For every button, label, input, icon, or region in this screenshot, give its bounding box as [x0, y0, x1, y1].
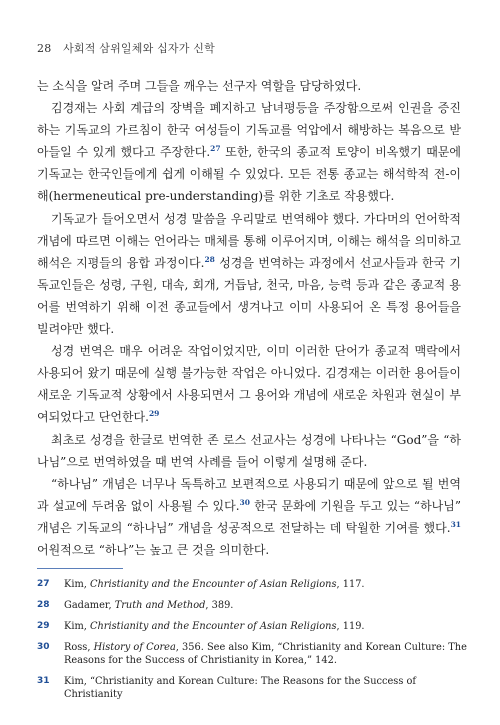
- cited-title: Christianity and the Encounter of Asian Religions: [89, 621, 337, 632]
- cited-title: History of Corea: [93, 642, 176, 653]
- footnote-text: [64, 578, 467, 591]
- footnote: [37, 620, 467, 633]
- footnote: [37, 578, 467, 591]
- paragraph-text: 성경 번역은 매우 어려운 작업이었지만, 이미 이러한 단어가 종교적 맥락에서 사용되어 왔기 때문에 실행 불가능한 작업은 아니었다. 김경재는 이러한 용어들이 새로운 기독교적 상황에서 사용되면서 그 용어와 개념에 새로운 차원과 현실이 부여되었다고 단언한다.: [37, 344, 461, 425]
- footnote-text: [64, 675, 467, 701]
- paragraph-text: 한국 문화에 기원을 두고 있는 “하나님” 개념은 기독교의 “하나님” 개념을 성공적으로 전달하는 데 탁월한 기여를 했다.: [37, 498, 461, 535]
- footnotes: [37, 578, 467, 709]
- footnote-number: 29: [37, 621, 50, 631]
- footnote-number: 28: [37, 600, 50, 610]
- footnote-text: [64, 641, 467, 667]
- paragraph-text: 김경재는 사회 계급의 장벽을 폐지하고 남녀평등을 주장함으로써 인권을 증진하는 기독교의 가르침이 한국 여성들이 기독교를 억압에서 해방하는 복음으로 받아들일 수 있게 했다고 주장한다.: [37, 101, 461, 160]
- citation-text: Kim, “Christianity and Korean Culture: The Reasons for the Success of Christianity: [64, 676, 416, 700]
- paragraph-text: 는 소식을 알려 주며 그들을 깨우는 선구자 역할을 담당하였다.: [37, 79, 362, 93]
- paragraph: [37, 97, 461, 207]
- footnote-number: 31: [37, 676, 50, 686]
- paragraph: [37, 429, 461, 473]
- paragraph: [37, 473, 461, 561]
- citation-text: , 117.: [336, 579, 365, 590]
- citation-text: Kim,: [64, 579, 90, 590]
- paragraph-text: 기독교가 들어오면서 성경 말씀을 우리말로 번역해야 했다. 가다머의 언어학적 개념에 따르면 이해는 언어라는 매체를 통해 이루어지며, 이해는 해석을 의미하고 해석은 지평들의 융합 과정이다.: [37, 211, 461, 270]
- footnote: [37, 675, 467, 701]
- body-text: [37, 75, 461, 561]
- footnote-ref[interactable]: 29: [148, 409, 160, 419]
- running-head: [37, 40, 215, 56]
- paragraph-text: 성경을 번역하는 과정에서 선교사들과 한국 기독교인들은 성령, 구원, 대속, 회개, 거듭남, 천국, 마음, 능력 등과 같은 종교적 용어를 번역하기 위해 이전 종교들에서 생겨나고 이미 사용되어 온 특정 용어들을 빌려야만 했다.: [37, 255, 461, 337]
- footnote-rule: [37, 568, 123, 569]
- footnote: [37, 599, 467, 612]
- footnote-number: 27: [37, 579, 50, 589]
- footnote-number: 30: [37, 642, 50, 652]
- footnote-ref[interactable]: 28: [204, 254, 215, 264]
- paragraph-text: 또한, 한국의 종교적 토양이 비옥했기 때문에 기독교는 한국인들에게 쉽게 이해될 수 있었다. 모든 전통 종교는 해석학적 전-이해(hermeneutical pre-understanding)를 위한 기초로 작용했다.: [37, 145, 461, 204]
- paragraph-text: “하나님” 개념은 너무나 독특하고 보편적으로 사용되기 때문에 앞으로 될 번역과 설교에 두려움 없이 사용될 수 있다.: [37, 476, 461, 513]
- paragraph: [37, 208, 461, 341]
- footnote-ref[interactable]: 27: [210, 144, 221, 154]
- footnote: [37, 641, 467, 667]
- page-number: 28: [37, 42, 52, 55]
- citation-text: , 389.: [205, 600, 234, 611]
- footnote-ref[interactable]: 31: [450, 519, 461, 529]
- footnote-text: [64, 599, 467, 612]
- paragraph-text: 어원적으로 “하나”는 높고 큰 것을 의미한다.: [37, 542, 270, 557]
- citation-text: , 119.: [336, 621, 365, 632]
- citation-text: Kim,: [64, 621, 90, 632]
- cited-title: Christianity and the Encounter of Asian Religions: [89, 579, 337, 590]
- paragraph: [37, 75, 461, 97]
- paragraph-text: 최초로 성경을 한글로 번역한 존 로스 선교사는 성경에 나타나는 “God”을 “하나님”으로 번역하였을 때 번역 사례를 들어 이렇게 설명해 준다.: [37, 432, 461, 469]
- citation-text: Ross,: [64, 642, 94, 653]
- footnote-ref[interactable]: 30: [239, 497, 250, 507]
- footnote-text: [64, 620, 467, 633]
- paragraph: [37, 340, 461, 428]
- running-title: 사회적 삼위일체와 십자가 신학: [63, 42, 215, 55]
- citation-text: , 356. See also Kim, “Christianity and Korean Culture: The Reasons for the Success of Christianity in Korea,” 142.: [64, 642, 467, 666]
- cited-title: Truth and Method: [114, 600, 206, 611]
- citation-text: Gadamer,: [64, 600, 115, 611]
